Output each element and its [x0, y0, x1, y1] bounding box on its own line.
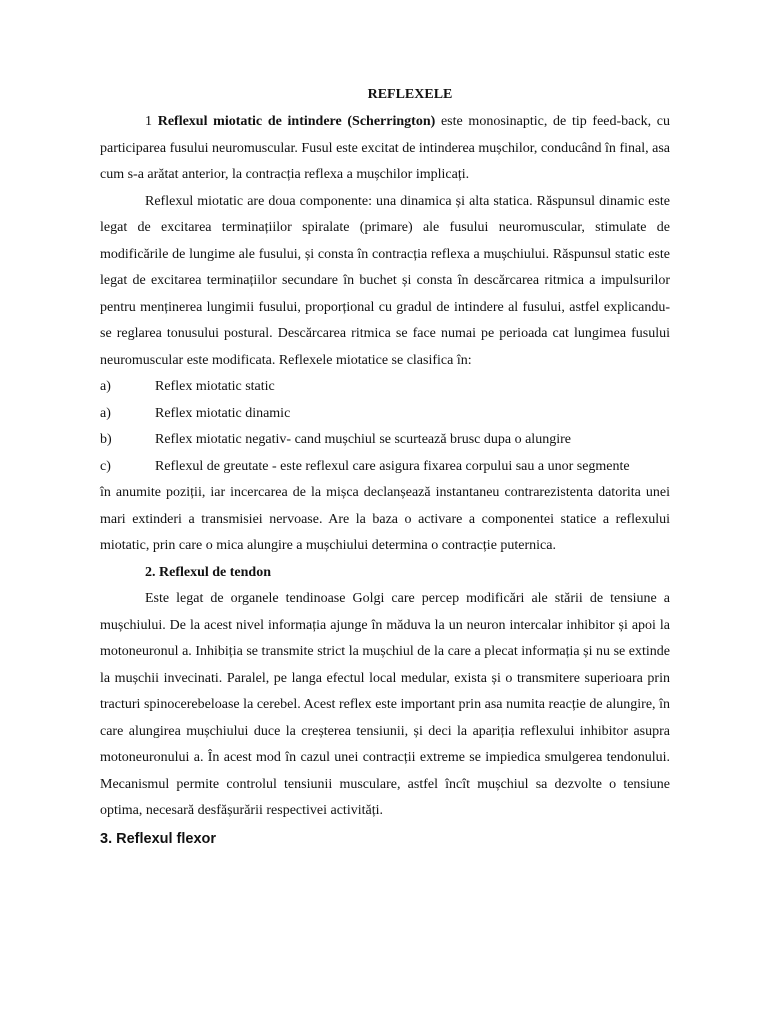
list-item-text: Reflex miotatic static: [155, 379, 275, 394]
list-item: [100, 454, 670, 481]
list-item: [100, 427, 670, 454]
section3-heading: 3. Reflexul flexor: [100, 830, 217, 847]
section1-number: 1: [145, 114, 152, 129]
list-marker: a): [100, 405, 111, 421]
reflex-classification-list: [100, 374, 670, 480]
list-item: [100, 401, 670, 428]
list-continuation: în anumite poziții, iar incercarea de la mișca declanșează instantaneu contrarezistenta datorita unei mari extinderi a transmisiei nervoase. Are la baza o activare a componentei statice a reflexului miotatic, prin care o mica alungire a mușchiului determina o contracție puternica.: [100, 485, 670, 553]
list-item-text: Reflex miotatic negativ- cand mușchiul se scurtează brusc dupa o alungire: [155, 432, 571, 447]
section1-intro-text: este monosinaptic, de tip feed-back, cu participarea fusului neuromuscular. Fusul este excitat de intinderea mușchilor, conducând în final, asa cum s-a arătat anterior, la contracția reflexa a mușchilor implicați.: [100, 114, 671, 182]
page-title: REFLEXELE: [367, 87, 453, 102]
list-marker: c): [100, 458, 111, 474]
section2-heading: 2. Reflexul de tendon: [145, 564, 271, 580]
document-body: [100, 82, 670, 853]
list-item-text: Reflexul de greutate - este reflexul care asigura fixarea corpului sau a unor segmente: [155, 458, 630, 474]
list-item: [100, 374, 670, 401]
list-item-text: Reflex miotatic dinamic: [155, 405, 291, 421]
list-marker: b): [100, 432, 112, 447]
section1-intro: [100, 109, 670, 189]
section1-heading: Reflexul miotatic de intindere (Scherrington): [157, 114, 436, 129]
list-marker: a): [100, 379, 111, 394]
section2-paragraph: Este legat de organele tendinoase Golgi care percep modificări ale stării de tensiune a mușchiului. De la acest nivel informația ajunge în măduva la un neuron intercalar inhibitor și apoi la motoneuronul a. Inhibiția se transmite strict la mușchiul de la care a plecat informația și nu se extinde la mușchii invecinati. Paralel, pe langa efectul local medular, exista și o transmitere superioara prin tracturi spinocerebeloase la cerebel. Acest reflex este important prin asa numita reacție de alungire, în care alungirea mușchiului duce la creșterea tensiunii, și deci la apariția reflexului inhibitor asupra motoneuronului a. În acest mod în cazul unei contracții extreme se impiedica smulgerea tendonului. Mecanismul permite controlul tensiunii musculare, astfel încît mușchiul sa dezvolte o tensiune optima, necesară desfășurării respectivei activități.: [100, 591, 670, 818]
section1-paragraph: Reflexul miotatic are doua componente: una dinamica și alta statica. Răspunsul dinamic este legat de excitarea terminațiilor spiralate (primare) ale fusului neuromuscular, stimulate de modificările de lungime ale fusului, și consta în contracția reflexa a mușchiului. Răspunsul static este legat de excitarea terminațiilor secundare în buchet și consta în descărcarea ritmica a impulsurilor pentru menținerea lungimii fusului, proporțional cu gradul de intindere al fusului, astfel explicandu-se reglarea tonusului postural. Descărcarea ritmica se face numai pe perioada cat lungimea fusului neuromuscular este modificata. Reflexele miotatice se clasifica în:: [100, 193, 670, 368]
